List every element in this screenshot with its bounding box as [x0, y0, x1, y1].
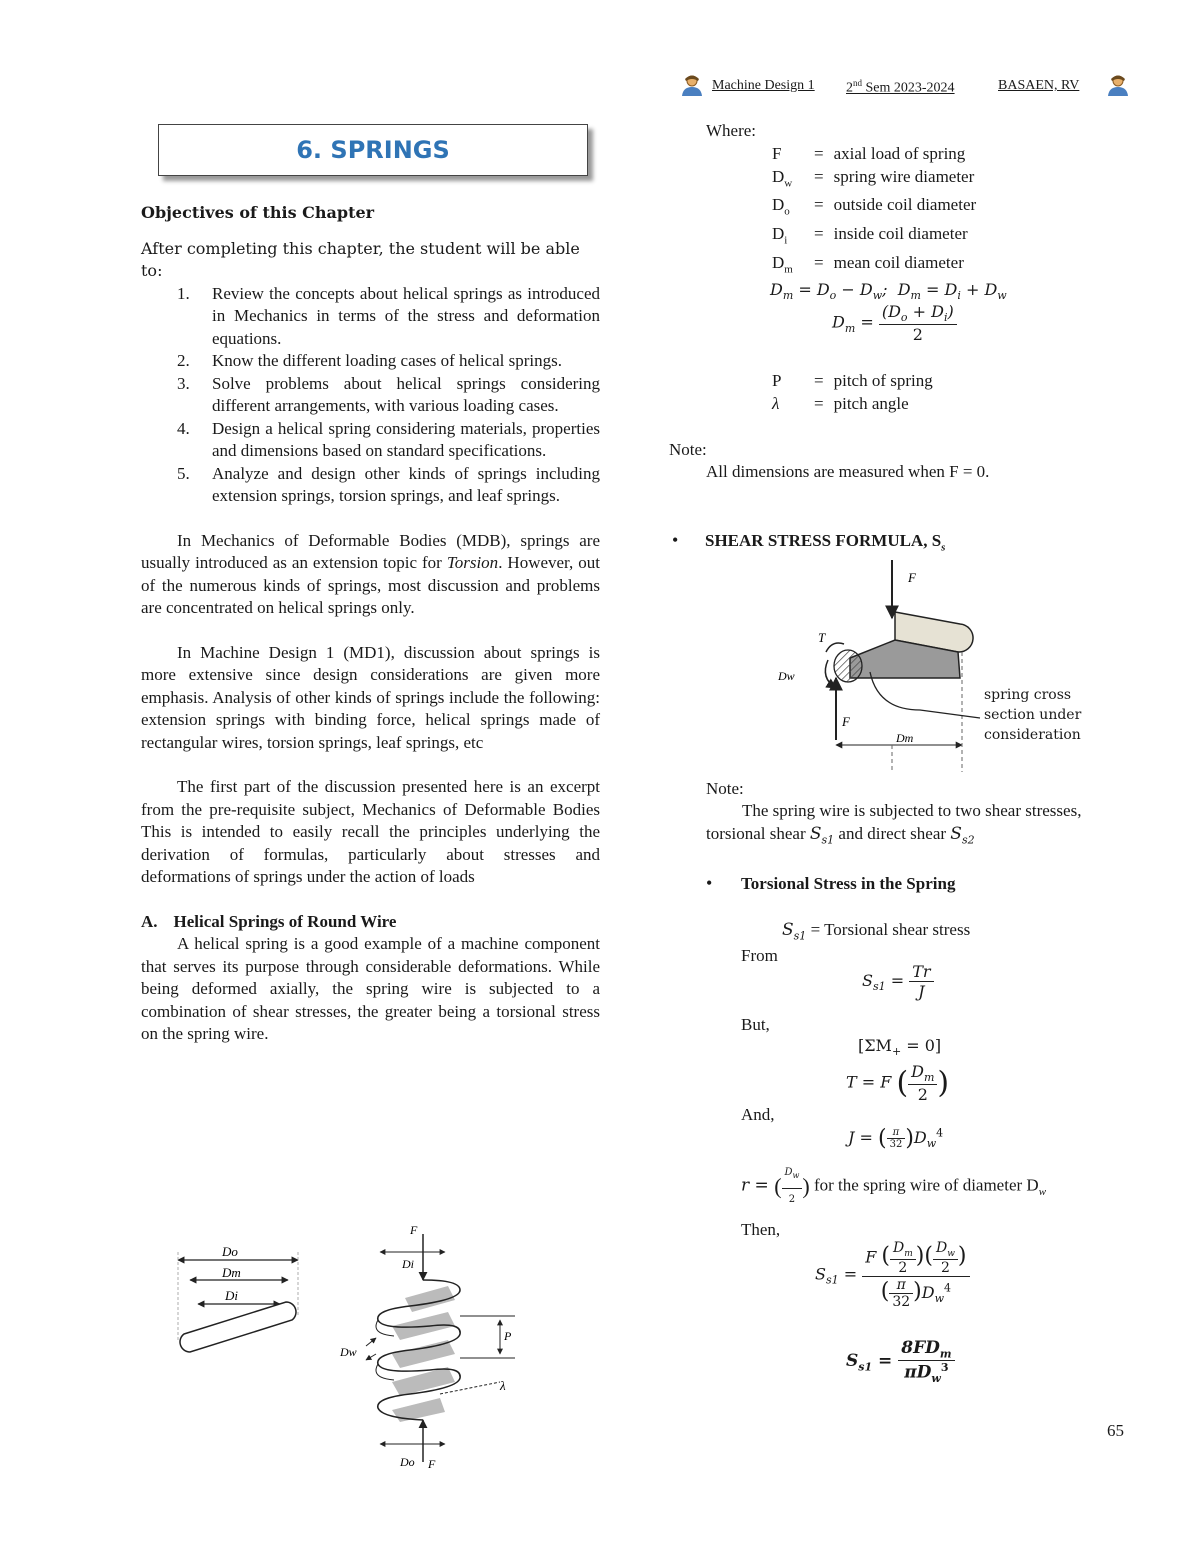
torque-label: T [818, 630, 826, 645]
list-item: 2. Know the different loading cases of helical springs. [177, 351, 562, 370]
ss1-final-formula: $S_{s1}$ = $\frac{8FD_m}{\pi D_w^3}$ [846, 1338, 955, 1385]
cross-section-label: spring cross section under consideration [984, 687, 1082, 743]
but-label: But, [741, 1015, 770, 1034]
table-row: $D_m$ = mean coil diameter [772, 253, 964, 276]
polar-moment-formula: J = ( $\frac{\pi}{32}$ )$D_w^4$ [848, 1126, 944, 1151]
table-row: $D_o$ = outside coil diameter [772, 195, 977, 218]
page-number: 65 [1107, 1421, 1124, 1440]
torque-formula: T = F ( $\frac{D_m}{2}$ ) [846, 1062, 950, 1105]
section-a-heading: A. Helical Springs of Round Wire [141, 911, 397, 931]
f-top-label: F [410, 1223, 418, 1237]
list-item: 4. Design a helical spring considering materials, properties and dimensions based on standard specifications. [177, 418, 600, 460]
table-row: $D_w$ = spring wire diameter [772, 166, 975, 189]
torsional-def: $S_{s1}$ = Torsional shear stress [782, 920, 971, 943]
where-label: Where: [706, 121, 757, 140]
page-header [680, 74, 1130, 98]
shear-dw-label: Dw [778, 669, 795, 683]
chapter-title-box [158, 124, 588, 176]
chapter-title: 6. SPRINGS [296, 136, 450, 164]
objectives-heading: Objectives of this Chapter [141, 203, 375, 222]
do-label: Do [222, 1244, 238, 1259]
torsional-heading: Torsional Stress in the Spring [741, 874, 956, 893]
header-course: Machine Design 1 [712, 78, 815, 93]
header-author: BASAEN, RV [998, 78, 1080, 93]
shear-dm-label: Dm [896, 731, 914, 745]
note1-label: Note: [669, 440, 707, 459]
definitions-table [772, 143, 986, 281]
paragraph-mdb: In Mechanics of Deformable Bodies (MDB), springs are usually introduced as an extension topic for Torsion. However, out of the numerous kinds of springs, most discussion and problems are concentrated on helical springs only. [141, 530, 600, 617]
shear-heading: SHEAR STRESS FORMULA, $S_s$ [705, 531, 946, 554]
f-bottom-label: F [428, 1457, 436, 1471]
paragraph-excerpt: The first part of the discussion presented here is an excerpt from the pre-requisite subject, Mechanics of Deformable Bodies This is intended to easily recall the principles underlying the derivation of formulas, particularly about stresses and deformations of springs under the action of loads [141, 777, 600, 886]
dm-label: Dm [222, 1265, 241, 1280]
pitch-definitions [772, 370, 943, 415]
section-a-text: A helical spring is a good example of a machine component that serves its purpose through considerable deformations. While being deformed axially, the spring wire is subjected to a combination of shear stresses, the greater being a torsional stress on the spring wire. [141, 934, 600, 1043]
note2-label: Note: [706, 779, 744, 798]
dm-equation-2: $D_m$ = $\frac{(D_o + D_i)}{2}$ [832, 302, 957, 344]
header-semester: 2nd Sem 2023-2024 [846, 78, 955, 96]
helical-spring-figure [170, 1222, 530, 1472]
p-label: P [504, 1329, 512, 1343]
from-label: From [741, 946, 778, 965]
then-label: Then, [741, 1220, 781, 1239]
list-item: 5. Analyze and design other kinds of springs including extension springs, torsion springs, and leaf springs. [177, 463, 600, 505]
di-label: Di [225, 1288, 238, 1303]
radius-formula: r = ( $\frac{D_w}{2}$ ) for the spring wire of diameter $D_w$ [741, 1162, 1046, 1211]
dm-equation-1: $D_m = D_o - D_w$; $D_m = D_i + D_w$ [770, 280, 1007, 303]
and-label: And, [741, 1105, 775, 1124]
shear-f-bottom-label: F [842, 714, 850, 729]
left-column [141, 202, 600, 1046]
helical-spring-drawing [339, 1223, 515, 1471]
table-row: $D_i$ = inside coil diameter [772, 224, 968, 247]
bullet-icon: • [706, 873, 713, 893]
shear-f-top-label: F [908, 570, 916, 585]
note1-text: All dimensions are measured when F = 0. [706, 462, 990, 481]
ss1-substitution: $S_{s1}$ = F ( $\frac{D_m}{2}$ )( $\frac{D_w}{2}$ ) ( $\frac{\pi}{32}$ )$D_w^4$ [815, 1240, 970, 1310]
di-spring-label: Di [402, 1257, 414, 1271]
lambda-label: λ [500, 1378, 506, 1393]
moment-sum: $[\Sigma M_+ = 0]$ [858, 1036, 942, 1059]
torsion-formula: $S_{s1}$ = $\frac{Tr}{J}$ [862, 962, 934, 1001]
dw-label: Dw [340, 1345, 357, 1359]
objectives-intro: After completing this chapter, the student will be able to: [141, 238, 580, 280]
table-row: F = axial load of spring [772, 144, 966, 163]
person-icon [680, 74, 704, 96]
table-row: P = pitch of spring [772, 371, 933, 390]
list-item: 3. Solve problems about helical springs considering different arrangements, with various loading cases. [177, 373, 600, 415]
person-icon [1106, 74, 1130, 96]
bullet-icon: • [672, 530, 679, 550]
objectives-list [177, 283, 600, 508]
list-item: 1. Review the concepts about helical springs as introduced in Mechanics in terms of the stress and deformation equations. [177, 283, 600, 348]
paragraph-md1: In Machine Design 1 (MD1), discussion about springs is more extensive since design considerations are given more emphasis. Analysis of other kinds of springs include the following: extension springs with binding force, helical springs made of rectangular wires, torsion springs, leaf springs, etc [141, 642, 600, 752]
do-bottom-label: Do [400, 1455, 415, 1469]
note2-text: The spring wire is subjected to two shear stresses, torsional shear $S_{s1}$ and direct shear $S_{s2}$ [706, 801, 1082, 846]
coil-dimension-diagram [178, 1244, 298, 1352]
table-row: λ = pitch angle [772, 393, 909, 413]
